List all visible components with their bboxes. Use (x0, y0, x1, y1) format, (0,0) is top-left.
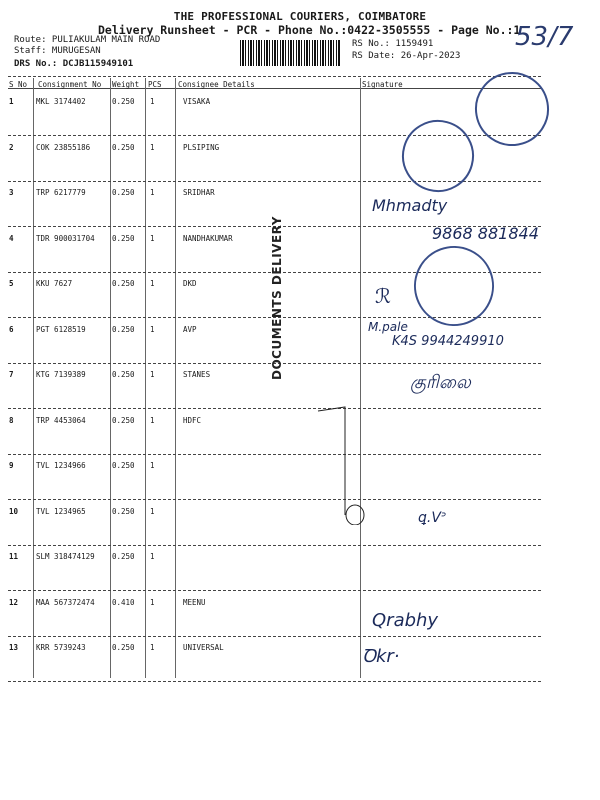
row-divider (8, 499, 541, 500)
row-divider (8, 408, 541, 409)
column-header-sno: S No (9, 80, 28, 89)
row-consignment-no: KRR 5739243 (36, 643, 86, 652)
row-pcs: 1 (150, 506, 155, 516)
column-divider (175, 78, 176, 678)
row-weight: 0.250 (112, 233, 135, 243)
row-consignee: PLSIPING (183, 142, 220, 152)
row-sno: 6 (9, 324, 14, 334)
row-sno: 7 (9, 370, 14, 379)
row-weight: 0.250 (112, 142, 135, 152)
row-weight: 0.250 (112, 97, 135, 106)
row-weight: 0.250 (112, 188, 135, 197)
row-sno: 2 (9, 142, 14, 152)
company-title: THE PROFESSIONAL COURIERS, COIMBATORE (173, 10, 427, 23)
rs-date: RS Date: 26-Apr-2023 (352, 51, 461, 61)
row-consignment-no: KTG 7139389 (36, 370, 86, 379)
row-sno: 10 (9, 506, 19, 516)
row-consignment-no: PGT 6128519 (36, 324, 86, 334)
handwritten-note-row6: M.pale (368, 320, 408, 334)
barcode (240, 40, 340, 66)
row-weight: 0.250 (112, 643, 135, 652)
row-consignee: STANES (183, 370, 211, 379)
column-divider (33, 78, 34, 678)
drs-number: DRS No.: DCJB115949101 (14, 59, 134, 69)
row-pcs: 1 (150, 233, 155, 243)
row-divider (8, 454, 541, 455)
signature-row3: Mhmadty (372, 196, 448, 215)
signature-row5: ℛ (375, 284, 391, 308)
row-pcs: 1 (150, 188, 155, 197)
signature-row7: குரிலை (410, 372, 471, 393)
row-sno: 11 (9, 552, 19, 561)
row-sno: 12 (9, 597, 19, 607)
row-sno: 3 (9, 188, 14, 197)
column-header-signature: Signature (362, 80, 403, 89)
row-pcs: 1 (150, 643, 155, 652)
row-consignment-no: TVL 1234966 (36, 461, 86, 470)
row-sno: 13 (9, 643, 19, 652)
row-sno: 4 (9, 233, 14, 243)
runsheet-subtitle: Delivery Runsheet - PCR - Phone No.:0422-3505555 - Page No.:1 (98, 23, 521, 37)
row-pcs: 1 (150, 552, 155, 561)
row-pcs: 1 (150, 279, 155, 288)
row-divider (8, 636, 541, 637)
row-weight: 0.250 (112, 370, 135, 379)
column-header-consignee: Consignee Details (178, 80, 255, 89)
signature-row10: ꝗ.ᐯᐣ (418, 510, 447, 526)
row-weight: 0.250 (112, 324, 135, 334)
row-divider (8, 590, 541, 591)
row-pcs: 1 (150, 597, 155, 607)
handwritten-page-mark: 53/7 (515, 22, 574, 52)
row-consignment-no: TRP 4453064 (36, 415, 86, 425)
signature-row13: Ꝺkr· (362, 646, 400, 667)
row-consignment-no: MAA 567372474 (36, 597, 95, 607)
row-sno: 8 (9, 415, 14, 425)
row-consignment-no: MKL 3174402 (36, 97, 86, 106)
row-consignee: AVP (183, 324, 197, 334)
row-weight: 0.410 (112, 597, 135, 607)
column-divider (110, 78, 111, 678)
row-sno: 1 (9, 97, 14, 106)
column-header-pcs: PCS (148, 80, 162, 89)
row-weight: 0.250 (112, 506, 135, 516)
row-pcs: 1 (150, 461, 155, 470)
row-consignment-no: TVL 1234965 (36, 506, 86, 516)
row-pcs: 1 (150, 97, 155, 106)
row-consignee: SRIDHAR (183, 188, 215, 197)
row-consignee: MEENU (183, 597, 206, 607)
row-consignee: HDFC (183, 415, 202, 425)
row-consignment-no: COK 23855186 (36, 142, 91, 152)
company-stamp (460, 57, 563, 160)
row-consignment-no: TDR 900031704 (36, 233, 95, 243)
row-pcs: 1 (150, 142, 155, 152)
row-pcs: 1 (150, 324, 155, 334)
row-weight: 0.250 (112, 461, 135, 470)
row-sno: 5 (9, 279, 14, 288)
row-consignee: NANDHAKUMAR (183, 233, 233, 243)
table-top-rule (8, 76, 541, 77)
row-consignment-no: TRP 6217779 (36, 188, 86, 197)
logistics-stamp (389, 107, 487, 205)
row-pcs: 1 (150, 370, 155, 379)
row-pcs: 1 (150, 415, 155, 425)
row-consignment-no: KKU 7627 (36, 279, 73, 288)
row-weight: 0.250 (112, 279, 135, 288)
handwritten-phone-row4: 9868 881844 (432, 224, 539, 243)
row-consignee: VISAKA (183, 97, 211, 106)
rs-number: RS No.: 1159491 (352, 39, 434, 49)
row-weight: 0.250 (112, 415, 135, 425)
column-header-weight: Weight (112, 80, 140, 89)
row-weight: 0.250 (112, 552, 135, 561)
row-divider (8, 545, 541, 546)
route-label: Route: PULIAKULAM MAIN ROAD (14, 35, 161, 45)
column-divider (360, 78, 361, 678)
pen-stroke-mark (315, 405, 375, 525)
row-divider (8, 681, 541, 682)
handwritten-phone-row6: K4S 9944249910 (392, 334, 504, 349)
row-consignee: UNIVERSAL (183, 643, 224, 652)
column-header-consignment: Consignment No (38, 80, 102, 89)
documents-delivery-stamp: DOCUMENTS DELIVERY (270, 216, 284, 380)
row-consignee: DKD (183, 279, 197, 288)
row-sno: 9 (9, 461, 14, 470)
private-limited-stamp (403, 235, 506, 338)
row-consignment-no: SLM 318474129 (36, 552, 95, 561)
signature-row12: Qrabhy (372, 610, 439, 631)
staff-label: Staff: MURUGESAN (14, 46, 101, 56)
column-divider (145, 78, 146, 678)
